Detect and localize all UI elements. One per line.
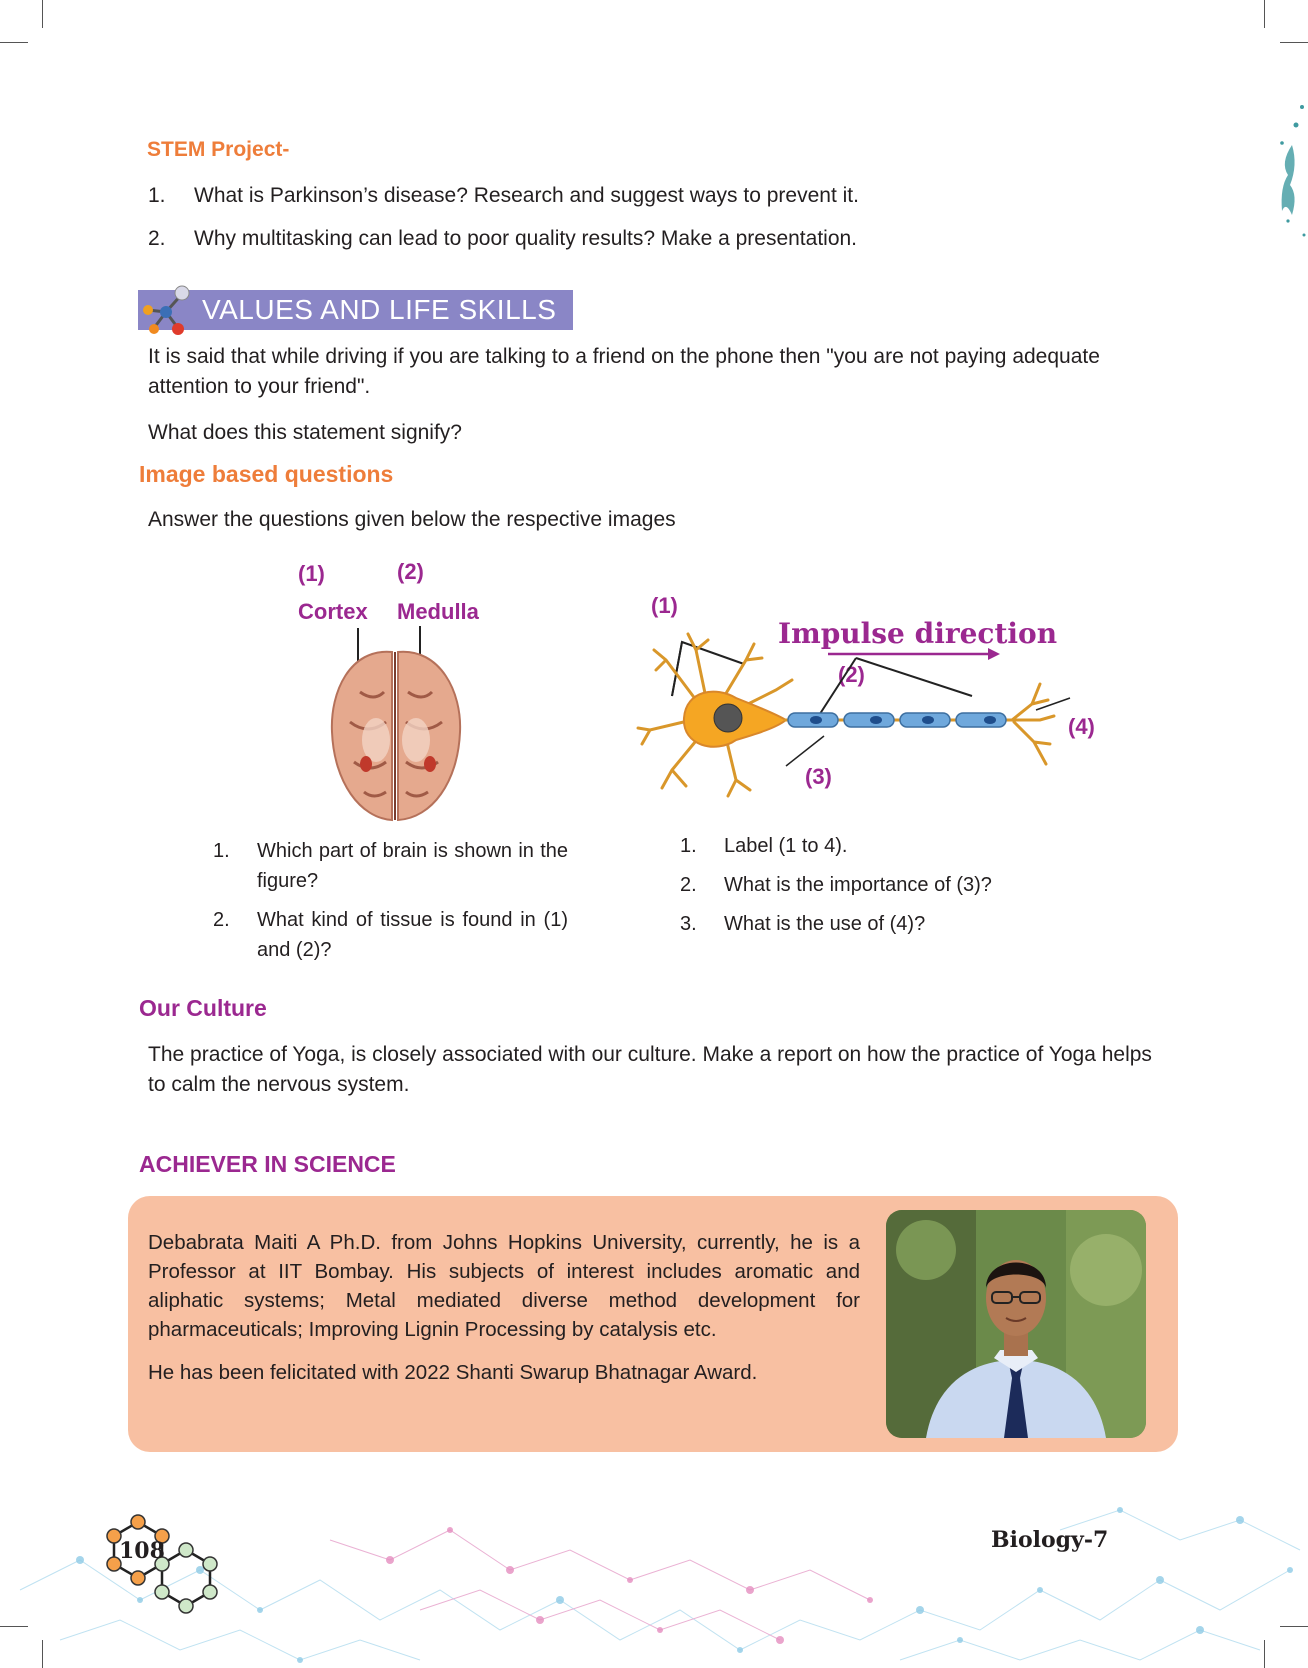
brain-image [320, 622, 470, 826]
question-text: Label (1 to 4). [724, 835, 848, 857]
stem-heading: STEM Project- [147, 138, 290, 161]
neuron-label-4: (4) [1068, 714, 1095, 739]
list-text: Why multitasking can lead to poor quality results? Make a presentation. [194, 227, 858, 250]
brain-label-2-number: (2) [397, 559, 424, 584]
image-questions-heading: Image based questions [139, 461, 394, 487]
crop-mark [42, 0, 43, 28]
book-title: Biology-7 [991, 1527, 1109, 1553]
achiever-photo [886, 1210, 1146, 1438]
values-paragraph: It is said that while driving if you are talking to a friend on the phone then "you are not paying adequate attention to your friend". [148, 345, 1100, 398]
neuron-image [636, 620, 1076, 804]
list-number: 1. [148, 184, 166, 207]
achiever-heading: ACHIEVER IN SCIENCE [139, 1151, 396, 1177]
brain-label-cortex: Cortex [298, 599, 368, 624]
values-question: What does this statement signify? [148, 421, 462, 444]
crop-mark [0, 42, 28, 43]
neuron-label-3: (3) [805, 764, 832, 789]
list-number: 2. [148, 227, 166, 250]
crop-mark [1264, 0, 1265, 28]
values-banner [138, 290, 573, 330]
image-questions-intro: Answer the questions given below the respective images [148, 508, 676, 531]
values-banner-title: VALUES AND LIFE SKILLS [202, 294, 557, 325]
achiever-text [148, 1228, 860, 1387]
brain-label-1-number: (1) [298, 561, 325, 586]
question-number: 1. [680, 835, 697, 857]
impulse-direction-label: Impulse direction [778, 617, 1058, 650]
question-text: What kind of tissue is found in (1) and (2)? [257, 909, 568, 961]
culture-heading: Our Culture [139, 995, 267, 1021]
neuron-label-2: (2) [838, 662, 865, 687]
achiever-award: He has been felicitated with 2022 Shanti Swarup Bhatnagar Award. [148, 1361, 758, 1384]
molecule-icon [138, 282, 198, 338]
achiever-bio: Debabrata Maiti A Ph.D. from Johns Hopkins University, currently, he is a Professor at IIT Bombay. His subjects of interest includes aromatic and aliphatic systems; Metal mediated diverse method development for pharmaceuticals; Improving Lignin Processing by catalysis etc. [148, 1231, 860, 1341]
brain-label-medulla: Medulla [397, 599, 479, 624]
question-text: Which part of brain is shown in the figure? [257, 840, 568, 892]
crop-mark [1280, 42, 1308, 43]
question-text: What is the use of (4)? [724, 913, 926, 935]
achiever-box [128, 1196, 1178, 1452]
splash-decoration [1262, 95, 1308, 255]
question-number: 1. [213, 840, 230, 862]
question-number: 3. [680, 913, 697, 935]
question-number: 2. [213, 909, 230, 931]
question-text: What is the importance of (3)? [724, 874, 992, 896]
page-number: 108 [119, 1538, 165, 1564]
question-number: 2. [680, 874, 697, 896]
list-text: What is Parkinson’s disease? Research and suggest ways to prevent it. [194, 184, 859, 207]
page-number-hexagons [94, 1502, 254, 1626]
neuron-label-1: (1) [651, 593, 678, 618]
culture-text: The practice of Yoga, is closely associated with our culture. Make a report on how the practice of Yoga helps to calm the nervous system. [148, 1043, 1152, 1096]
